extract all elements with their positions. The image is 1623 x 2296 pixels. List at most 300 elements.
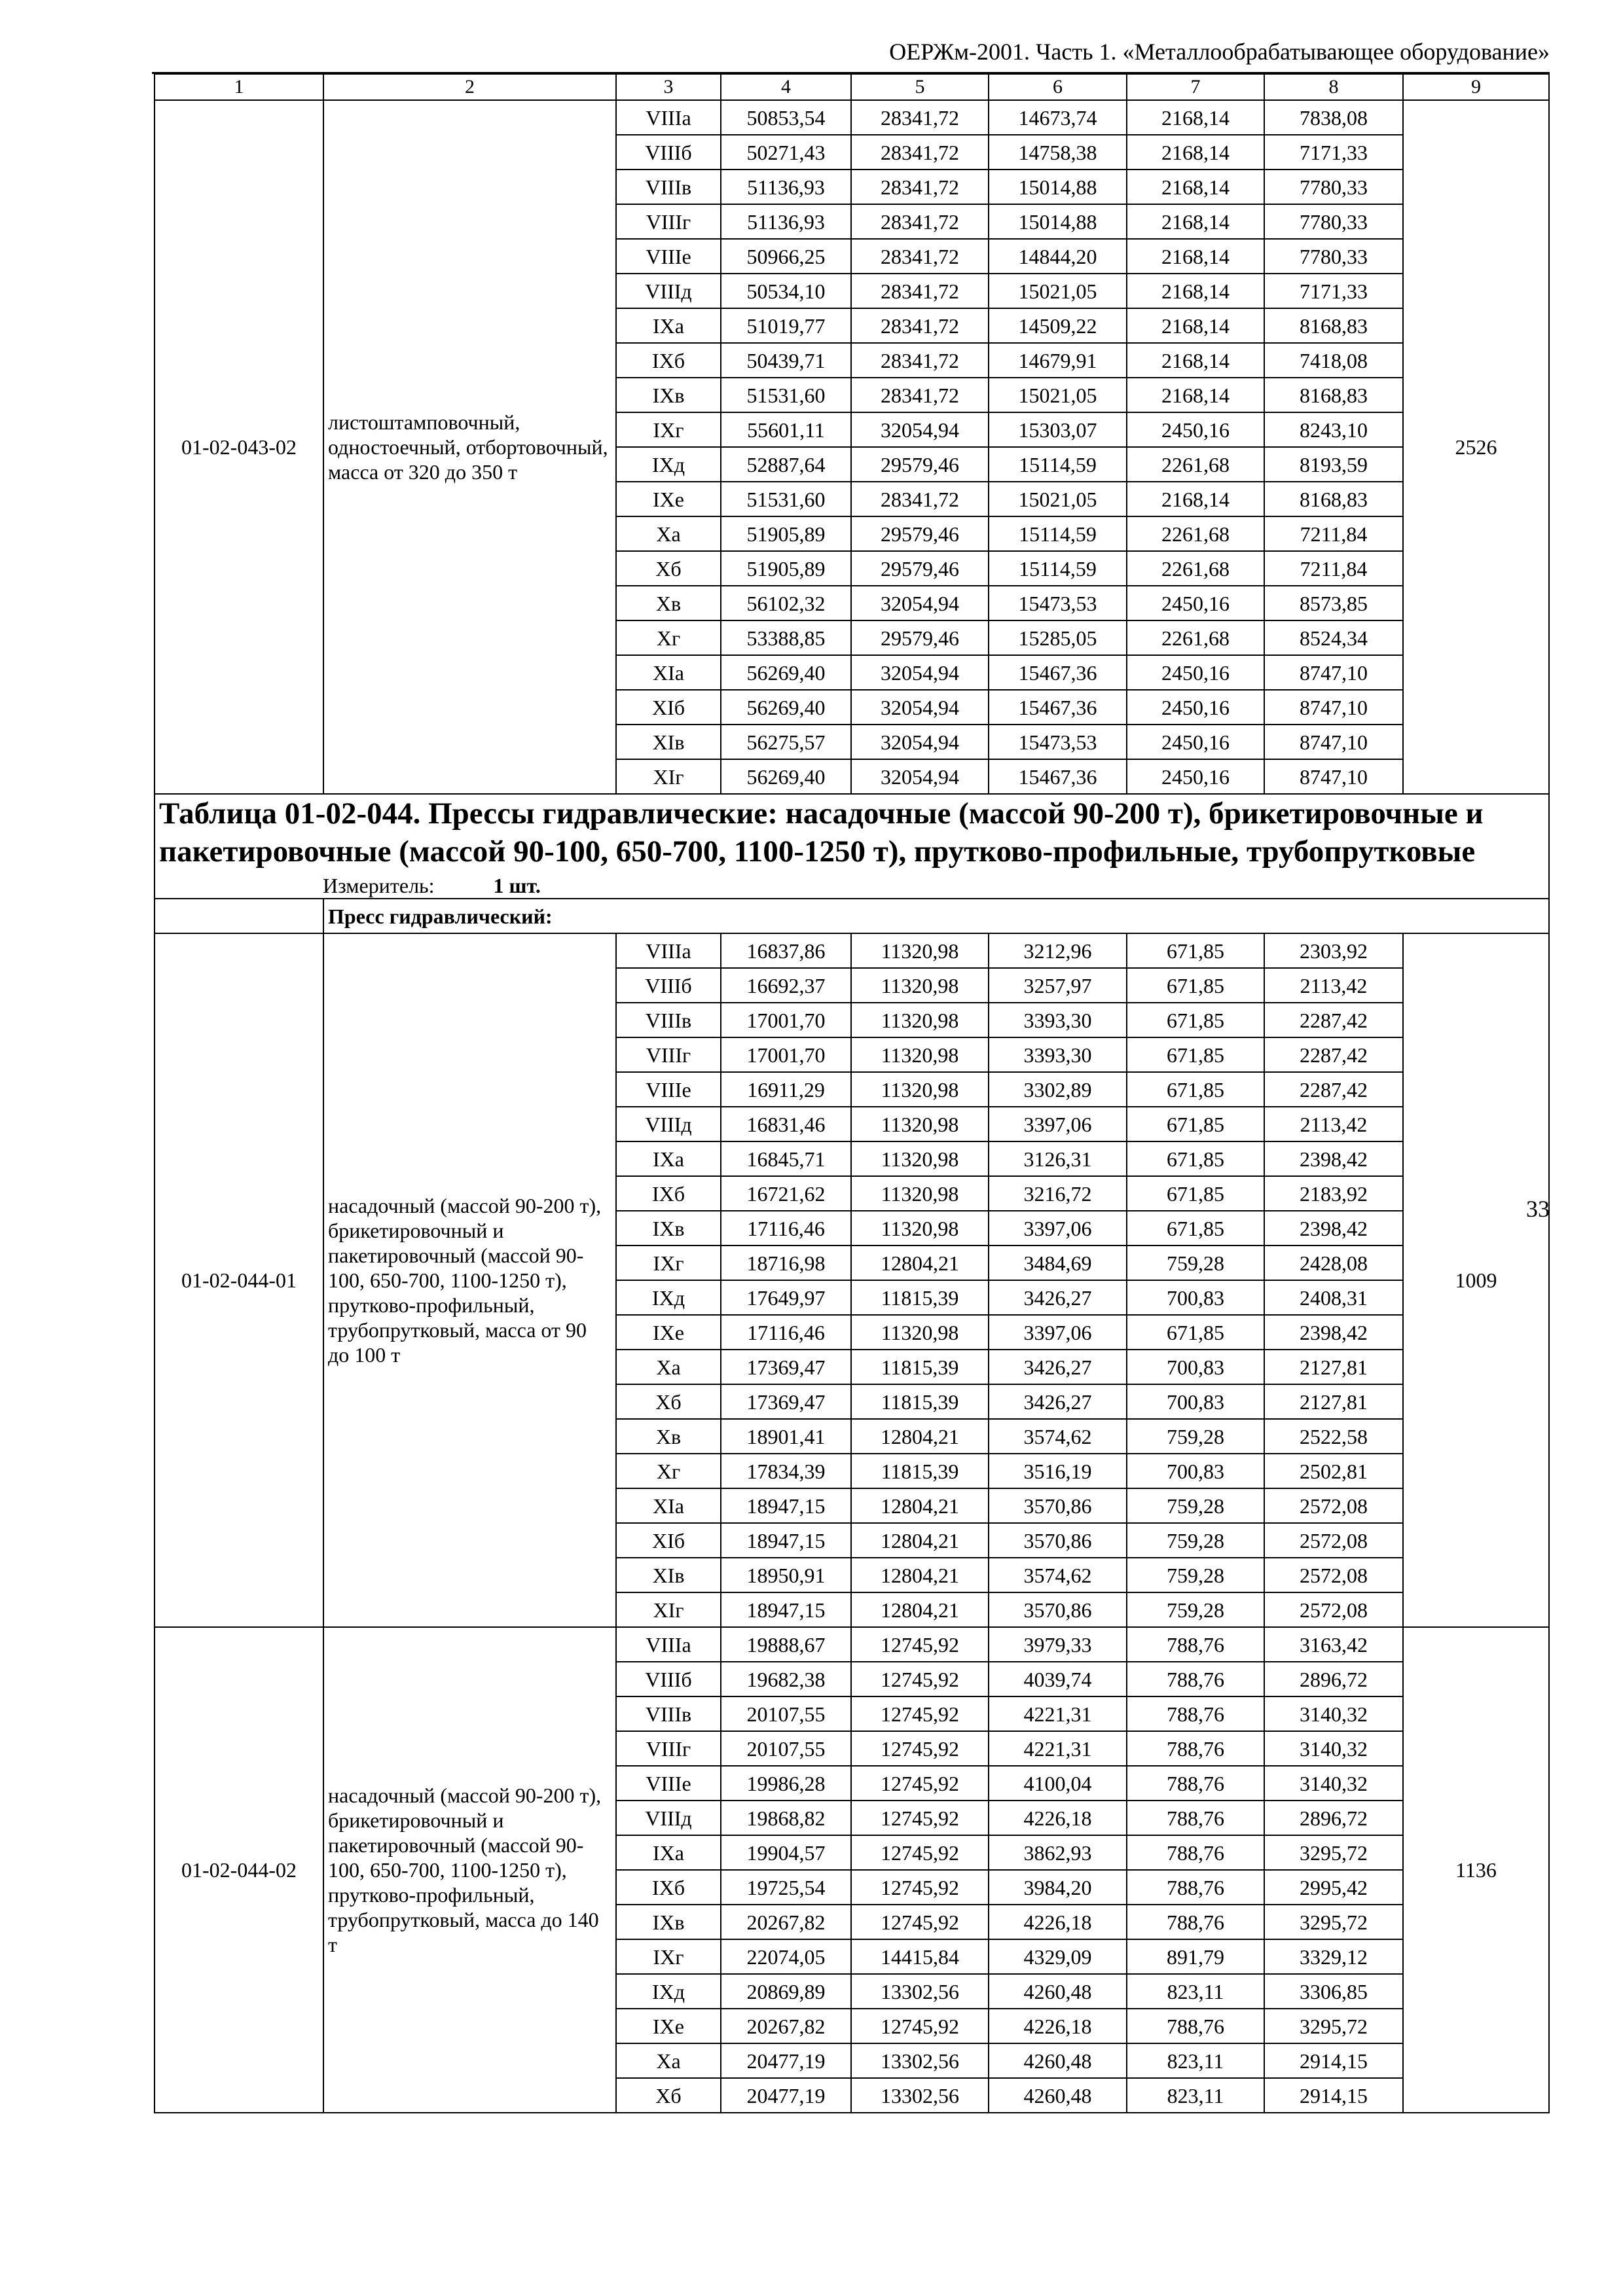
zone-cell: Xа (616, 2043, 721, 2078)
value-cell: 2168,14 (1127, 378, 1264, 412)
value-cell: 2428,08 (1264, 1246, 1403, 1280)
value-cell: 2522,58 (1264, 1419, 1403, 1454)
value-cell: 2261,68 (1127, 620, 1264, 655)
zone-cell: IXе (616, 2009, 721, 2043)
value-cell: 19986,28 (721, 1766, 851, 1801)
zone-cell: IXв (616, 378, 721, 412)
value-cell: 788,76 (1127, 1662, 1264, 1696)
zone-cell: VIIIе (616, 1072, 721, 1107)
value-cell: 12745,92 (851, 1870, 989, 1905)
zone-cell: VIIIг (616, 1731, 721, 1766)
column-number: 4 (721, 74, 851, 100)
value-cell: 3295,72 (1264, 1905, 1403, 1939)
zone-cell: XIв (616, 725, 721, 759)
value-cell: 18947,15 (721, 1592, 851, 1627)
value-cell: 11320,98 (851, 1037, 989, 1072)
column-number: 2 (323, 74, 616, 100)
value-cell: 11320,98 (851, 1107, 989, 1141)
value-cell: 15473,53 (989, 725, 1127, 759)
value-cell: 2113,42 (1264, 968, 1403, 1003)
table-row (155, 933, 1549, 968)
value-cell: 2287,42 (1264, 1072, 1403, 1107)
zone-cell: Xб (616, 1384, 721, 1419)
value-cell: 3979,33 (989, 1627, 1127, 1662)
value-cell: 19682,38 (721, 1662, 851, 1696)
value-cell: 2995,42 (1264, 1870, 1403, 1905)
zone-cell: Xв (616, 1419, 721, 1454)
value-cell: 22074,05 (721, 1939, 851, 1974)
value-cell: 32054,94 (851, 725, 989, 759)
value-cell: 4221,31 (989, 1731, 1127, 1766)
value-cell: 3393,30 (989, 1003, 1127, 1037)
value-cell: 20477,19 (721, 2043, 851, 2078)
value-cell: 15114,59 (989, 516, 1127, 551)
value-cell: 20869,89 (721, 1974, 851, 2009)
value-cell: 7211,84 (1264, 516, 1403, 551)
value-cell: 51905,89 (721, 516, 851, 551)
value-cell: 2408,31 (1264, 1280, 1403, 1315)
value-cell: 11815,39 (851, 1280, 989, 1315)
value-cell: 2168,14 (1127, 100, 1264, 135)
zone-cell: XIа (616, 1488, 721, 1523)
value-cell: 8747,10 (1264, 725, 1403, 759)
zone-cell: Xг (616, 620, 721, 655)
resource-description: насадочный (массой 90-200 т), брикетировочный и пакетировочный (массой 90-100, 650-700, 1100-1250 т), прутково-профильный, трубопрутковый, масса до 140 т (323, 1627, 616, 2113)
value-cell: 4226,18 (989, 2009, 1127, 2043)
value-cell: 14844,20 (989, 239, 1127, 274)
value-cell: 14758,38 (989, 135, 1127, 170)
value-cell: 14415,84 (851, 1939, 989, 1974)
table-title: Таблица 01-02-044. Прессы гидравлические: насадочные (массой 90-200 т), брикетировочные и пакетировочные (массой 90-100, 650-700, 1100-1250 т), прутково-профильные, трубопрутковые (159, 797, 1484, 869)
value-cell: 671,85 (1127, 1141, 1264, 1176)
value-cell: 51136,93 (721, 170, 851, 204)
value-cell: 50966,25 (721, 239, 851, 274)
zone-cell: VIIIд (616, 1107, 721, 1141)
value-cell: 7171,33 (1264, 274, 1403, 308)
value-cell: 20477,19 (721, 2078, 851, 2113)
value-cell: 3570,86 (989, 1592, 1127, 1627)
value-cell: 4329,09 (989, 1939, 1127, 1974)
value-cell: 8168,83 (1264, 378, 1403, 412)
value-cell: 8168,83 (1264, 308, 1403, 343)
zone-cell: IXд (616, 1974, 721, 2009)
value-cell: 17369,47 (721, 1350, 851, 1384)
value-cell: 671,85 (1127, 1315, 1264, 1350)
value-cell: 2168,14 (1127, 343, 1264, 378)
value-cell: 759,28 (1127, 1523, 1264, 1558)
value-cell: 700,83 (1127, 1454, 1264, 1488)
value-cell: 12745,92 (851, 1731, 989, 1766)
value-cell: 2450,16 (1127, 655, 1264, 690)
table-row (155, 100, 1549, 135)
column-number: 8 (1264, 74, 1403, 100)
value-cell: 12804,21 (851, 1592, 989, 1627)
value-cell: 2168,14 (1127, 274, 1264, 308)
value-cell: 12804,21 (851, 1419, 989, 1454)
zone-cell: VIIIд (616, 1801, 721, 1835)
value-cell: 20107,55 (721, 1696, 851, 1731)
value-cell: 15285,05 (989, 620, 1127, 655)
value-cell: 56269,40 (721, 690, 851, 725)
value-cell: 3862,93 (989, 1835, 1127, 1870)
value-cell: 3570,86 (989, 1523, 1127, 1558)
value-cell: 823,11 (1127, 2078, 1264, 2113)
value-cell: 15021,05 (989, 378, 1127, 412)
value-cell: 2896,72 (1264, 1662, 1403, 1696)
resource-code: 01-02-043-02 (155, 100, 323, 794)
value-cell: 11320,98 (851, 1141, 989, 1176)
subheading: Пресс гидравлический: (323, 899, 1549, 933)
value-cell: 16692,37 (721, 968, 851, 1003)
value-cell: 671,85 (1127, 1003, 1264, 1037)
value-cell: 788,76 (1127, 1696, 1264, 1731)
value-cell: 2183,92 (1264, 1176, 1403, 1211)
value-cell: 12745,92 (851, 1766, 989, 1801)
value-cell: 759,28 (1127, 1488, 1264, 1523)
value-cell: 3397,06 (989, 1211, 1127, 1246)
value-cell: 55601,11 (721, 412, 851, 447)
price-table (154, 73, 1550, 2113)
value-cell: 3140,32 (1264, 1766, 1403, 1801)
value-cell: 3574,62 (989, 1419, 1127, 1454)
value-cell: 53388,85 (721, 620, 851, 655)
value-cell: 2502,81 (1264, 1454, 1403, 1488)
value-cell: 8747,10 (1264, 759, 1403, 794)
value-cell: 50439,71 (721, 343, 851, 378)
value-cell: 3216,72 (989, 1176, 1127, 1211)
value-cell: 28341,72 (851, 378, 989, 412)
value-cell: 28341,72 (851, 170, 989, 204)
value-cell: 32054,94 (851, 690, 989, 725)
value-cell: 17649,97 (721, 1280, 851, 1315)
value-cell: 2168,14 (1127, 482, 1264, 516)
unit-price: 1136 (1403, 1627, 1549, 2113)
zone-cell: VIIIа (616, 1627, 721, 1662)
value-cell: 671,85 (1127, 1037, 1264, 1072)
value-cell: 4260,48 (989, 2043, 1127, 2078)
zone-cell: VIIIб (616, 135, 721, 170)
value-cell: 3302,89 (989, 1072, 1127, 1107)
value-cell: 2127,81 (1264, 1384, 1403, 1419)
value-cell: 19725,54 (721, 1870, 851, 1905)
zone-cell: XIг (616, 1592, 721, 1627)
column-number: 5 (851, 74, 989, 100)
value-cell: 759,28 (1127, 1246, 1264, 1280)
zone-cell: IXб (616, 343, 721, 378)
column-number: 1 (155, 74, 323, 100)
zone-cell: IXв (616, 1211, 721, 1246)
value-cell: 18947,15 (721, 1488, 851, 1523)
value-cell: 11320,98 (851, 1211, 989, 1246)
value-cell: 2572,08 (1264, 1558, 1403, 1592)
value-cell: 8524,34 (1264, 620, 1403, 655)
zone-cell: IXа (616, 1141, 721, 1176)
value-cell: 8747,10 (1264, 655, 1403, 690)
value-cell: 29579,46 (851, 551, 989, 586)
value-cell: 2450,16 (1127, 412, 1264, 447)
zone-cell: VIIIб (616, 968, 721, 1003)
value-cell: 788,76 (1127, 1835, 1264, 1870)
value-cell: 18716,98 (721, 1246, 851, 1280)
value-cell: 51019,77 (721, 308, 851, 343)
value-cell: 16721,62 (721, 1176, 851, 1211)
zone-cell: IXб (616, 1870, 721, 1905)
value-cell: 3212,96 (989, 933, 1127, 968)
value-cell: 11320,98 (851, 968, 989, 1003)
value-cell: 759,28 (1127, 1592, 1264, 1627)
value-cell: 2572,08 (1264, 1592, 1403, 1627)
value-cell: 28341,72 (851, 308, 989, 343)
value-cell: 15467,36 (989, 759, 1127, 794)
value-cell: 759,28 (1127, 1419, 1264, 1454)
column-number: 6 (989, 74, 1127, 100)
resource-description: листоштамповочный, одностоечный, отбортовочный, масса от 320 до 350 т (323, 100, 616, 794)
value-cell: 20107,55 (721, 1731, 851, 1766)
value-cell: 50534,10 (721, 274, 851, 308)
resource-code: 01-02-044-01 (155, 933, 323, 1627)
zone-cell: VIIIа (616, 933, 721, 968)
value-cell: 8747,10 (1264, 690, 1403, 725)
value-cell: 8168,83 (1264, 482, 1403, 516)
value-cell: 12804,21 (851, 1488, 989, 1523)
value-cell: 3140,32 (1264, 1696, 1403, 1731)
value-cell: 788,76 (1127, 1731, 1264, 1766)
value-cell: 15021,05 (989, 274, 1127, 308)
value-cell: 3126,31 (989, 1141, 1127, 1176)
value-cell: 7780,33 (1264, 204, 1403, 239)
value-cell: 671,85 (1127, 968, 1264, 1003)
value-cell: 32054,94 (851, 412, 989, 447)
value-cell: 891,79 (1127, 1939, 1264, 1974)
value-cell: 2914,15 (1264, 2078, 1403, 2113)
value-cell: 50853,54 (721, 100, 851, 135)
column-number: 3 (616, 74, 721, 100)
column-number-row (155, 74, 1549, 100)
value-cell: 788,76 (1127, 1801, 1264, 1835)
unit-label: Измеритель: (323, 874, 435, 897)
zone-cell: IXг (616, 412, 721, 447)
value-cell: 11815,39 (851, 1384, 989, 1419)
zone-cell: XIб (616, 1523, 721, 1558)
value-cell: 20267,82 (721, 1905, 851, 1939)
value-cell: 18950,91 (721, 1558, 851, 1592)
value-cell: 16845,71 (721, 1141, 851, 1176)
value-cell: 2303,92 (1264, 933, 1403, 968)
value-cell: 2398,42 (1264, 1315, 1403, 1350)
value-cell: 3984,20 (989, 1870, 1127, 1905)
value-cell: 3140,32 (1264, 1731, 1403, 1766)
value-cell: 16837,86 (721, 933, 851, 968)
value-cell: 2572,08 (1264, 1523, 1403, 1558)
value-cell: 2914,15 (1264, 2043, 1403, 2078)
value-cell: 2287,42 (1264, 1003, 1403, 1037)
zone-cell: VIIIв (616, 1696, 721, 1731)
subheading-row (155, 899, 1549, 933)
value-cell: 29579,46 (851, 447, 989, 482)
value-cell: 11815,39 (851, 1350, 989, 1384)
value-cell: 28341,72 (851, 135, 989, 170)
column-number: 7 (1127, 74, 1264, 100)
value-cell: 788,76 (1127, 1627, 1264, 1662)
value-cell: 16911,29 (721, 1072, 851, 1107)
table-row (155, 1627, 1549, 1662)
value-cell: 12745,92 (851, 1835, 989, 1870)
value-cell: 32054,94 (851, 655, 989, 690)
value-cell: 4100,04 (989, 1766, 1127, 1801)
value-cell: 19904,57 (721, 1835, 851, 1870)
value-cell: 29579,46 (851, 620, 989, 655)
value-cell: 16831,46 (721, 1107, 851, 1141)
value-cell: 51531,60 (721, 482, 851, 516)
value-cell: 14673,74 (989, 100, 1127, 135)
value-cell: 3426,27 (989, 1280, 1127, 1315)
value-cell: 788,76 (1127, 2009, 1264, 2043)
zone-cell: XIв (616, 1558, 721, 1592)
value-cell: 15114,59 (989, 551, 1127, 586)
zone-cell: IXа (616, 308, 721, 343)
value-cell: 15467,36 (989, 690, 1127, 725)
value-cell: 51136,93 (721, 204, 851, 239)
value-cell: 12745,92 (851, 1696, 989, 1731)
value-cell: 13302,56 (851, 2078, 989, 2113)
zone-cell: VIIIв (616, 1003, 721, 1037)
value-cell: 3306,85 (1264, 1974, 1403, 2009)
value-cell: 13302,56 (851, 2043, 989, 2078)
zone-cell: VIIIг (616, 1037, 721, 1072)
value-cell: 823,11 (1127, 1974, 1264, 2009)
zone-cell: Xб (616, 2078, 721, 2113)
value-cell: 12804,21 (851, 1246, 989, 1280)
value-cell: 7418,08 (1264, 343, 1403, 378)
value-cell: 3397,06 (989, 1107, 1127, 1141)
value-cell: 4226,18 (989, 1905, 1127, 1939)
value-cell: 11320,98 (851, 933, 989, 968)
value-cell: 2113,42 (1264, 1107, 1403, 1141)
value-cell: 4260,48 (989, 2078, 1127, 2113)
value-cell: 3484,69 (989, 1246, 1127, 1280)
value-cell: 2127,81 (1264, 1350, 1403, 1384)
value-cell: 3397,06 (989, 1315, 1127, 1350)
value-cell: 17001,70 (721, 1037, 851, 1072)
value-cell: 17001,70 (721, 1003, 851, 1037)
value-cell: 29579,46 (851, 516, 989, 551)
value-cell: 51531,60 (721, 378, 851, 412)
value-cell: 32054,94 (851, 759, 989, 794)
value-cell: 14509,22 (989, 308, 1127, 343)
value-cell: 788,76 (1127, 1870, 1264, 1905)
value-cell: 28341,72 (851, 274, 989, 308)
value-cell: 2398,42 (1264, 1211, 1403, 1246)
value-cell: 15473,53 (989, 586, 1127, 620)
value-cell: 19868,82 (721, 1801, 851, 1835)
value-cell: 15014,88 (989, 170, 1127, 204)
running-header: ОЕРЖм-2001. Часть 1. «Металлообрабатывающее оборудование» (889, 39, 1550, 65)
value-cell: 2261,68 (1127, 516, 1264, 551)
value-cell: 11320,98 (851, 1003, 989, 1037)
value-cell: 2168,14 (1127, 308, 1264, 343)
table-title-cell (155, 794, 1549, 899)
value-cell: 12745,92 (851, 2009, 989, 2043)
value-cell: 8243,10 (1264, 412, 1403, 447)
value-cell: 3426,27 (989, 1384, 1127, 1419)
value-cell: 28341,72 (851, 482, 989, 516)
value-cell: 7838,08 (1264, 100, 1403, 135)
value-cell: 18947,15 (721, 1523, 851, 1558)
resource-code: 01-02-044-02 (155, 1627, 323, 2113)
value-cell: 15303,07 (989, 412, 1127, 447)
zone-cell: XIг (616, 759, 721, 794)
value-cell: 12745,92 (851, 1905, 989, 1939)
value-cell: 2287,42 (1264, 1037, 1403, 1072)
value-cell: 19888,67 (721, 1627, 851, 1662)
value-cell: 671,85 (1127, 1107, 1264, 1141)
value-cell: 12804,21 (851, 1558, 989, 1592)
zone-cell: IXд (616, 447, 721, 482)
value-cell: 700,83 (1127, 1350, 1264, 1384)
resource-description: насадочный (массой 90-200 т), брикетировочный и пакетировочный (массой 90-100, 650-700, 1100-1250 т), прутково-профильный, трубопрутковый, масса от 90 до 100 т (323, 933, 616, 1627)
zone-cell: VIIIв (616, 170, 721, 204)
value-cell: 20267,82 (721, 2009, 851, 2043)
empty-cell (155, 899, 323, 933)
zone-cell: VIIIа (616, 100, 721, 135)
zone-cell: IXе (616, 482, 721, 516)
value-cell: 32054,94 (851, 586, 989, 620)
unit-price: 2526 (1403, 100, 1549, 794)
value-cell: 15467,36 (989, 655, 1127, 690)
value-cell: 12745,92 (851, 1627, 989, 1662)
value-cell: 3295,72 (1264, 2009, 1403, 2043)
value-cell: 671,85 (1127, 1176, 1264, 1211)
zone-cell: Xа (616, 516, 721, 551)
zone-cell: IXд (616, 1280, 721, 1315)
zone-cell: IXе (616, 1315, 721, 1350)
value-cell: 759,28 (1127, 1558, 1264, 1592)
value-cell: 15014,88 (989, 204, 1127, 239)
value-cell: 4260,48 (989, 1974, 1127, 2009)
value-cell: 15021,05 (989, 482, 1127, 516)
value-cell: 17116,46 (721, 1315, 851, 1350)
value-cell: 3163,42 (1264, 1627, 1403, 1662)
zone-cell: IXг (616, 1246, 721, 1280)
value-cell: 4039,74 (989, 1662, 1127, 1696)
value-cell: 671,85 (1127, 1072, 1264, 1107)
value-cell: 2261,68 (1127, 447, 1264, 482)
value-cell: 56102,32 (721, 586, 851, 620)
value-cell: 3574,62 (989, 1558, 1127, 1592)
value-cell: 2450,16 (1127, 759, 1264, 794)
value-cell: 56275,57 (721, 725, 851, 759)
value-cell: 3257,97 (989, 968, 1127, 1003)
value-cell: 12745,92 (851, 1801, 989, 1835)
value-cell: 17116,46 (721, 1211, 851, 1246)
zone-cell: VIIIб (616, 1662, 721, 1696)
value-cell: 18901,41 (721, 1419, 851, 1454)
value-cell: 2398,42 (1264, 1141, 1403, 1176)
value-cell: 56269,40 (721, 759, 851, 794)
value-cell: 2168,14 (1127, 170, 1264, 204)
value-cell: 7780,33 (1264, 170, 1403, 204)
value-cell: 671,85 (1127, 933, 1264, 968)
value-cell: 28341,72 (851, 100, 989, 135)
zone-cell: XIб (616, 690, 721, 725)
value-cell: 8573,85 (1264, 586, 1403, 620)
value-cell: 2168,14 (1127, 239, 1264, 274)
zone-cell: Xг (616, 1454, 721, 1488)
value-cell: 4221,31 (989, 1696, 1127, 1731)
value-cell: 4226,18 (989, 1801, 1127, 1835)
value-cell: 7211,84 (1264, 551, 1403, 586)
value-cell: 11320,98 (851, 1176, 989, 1211)
